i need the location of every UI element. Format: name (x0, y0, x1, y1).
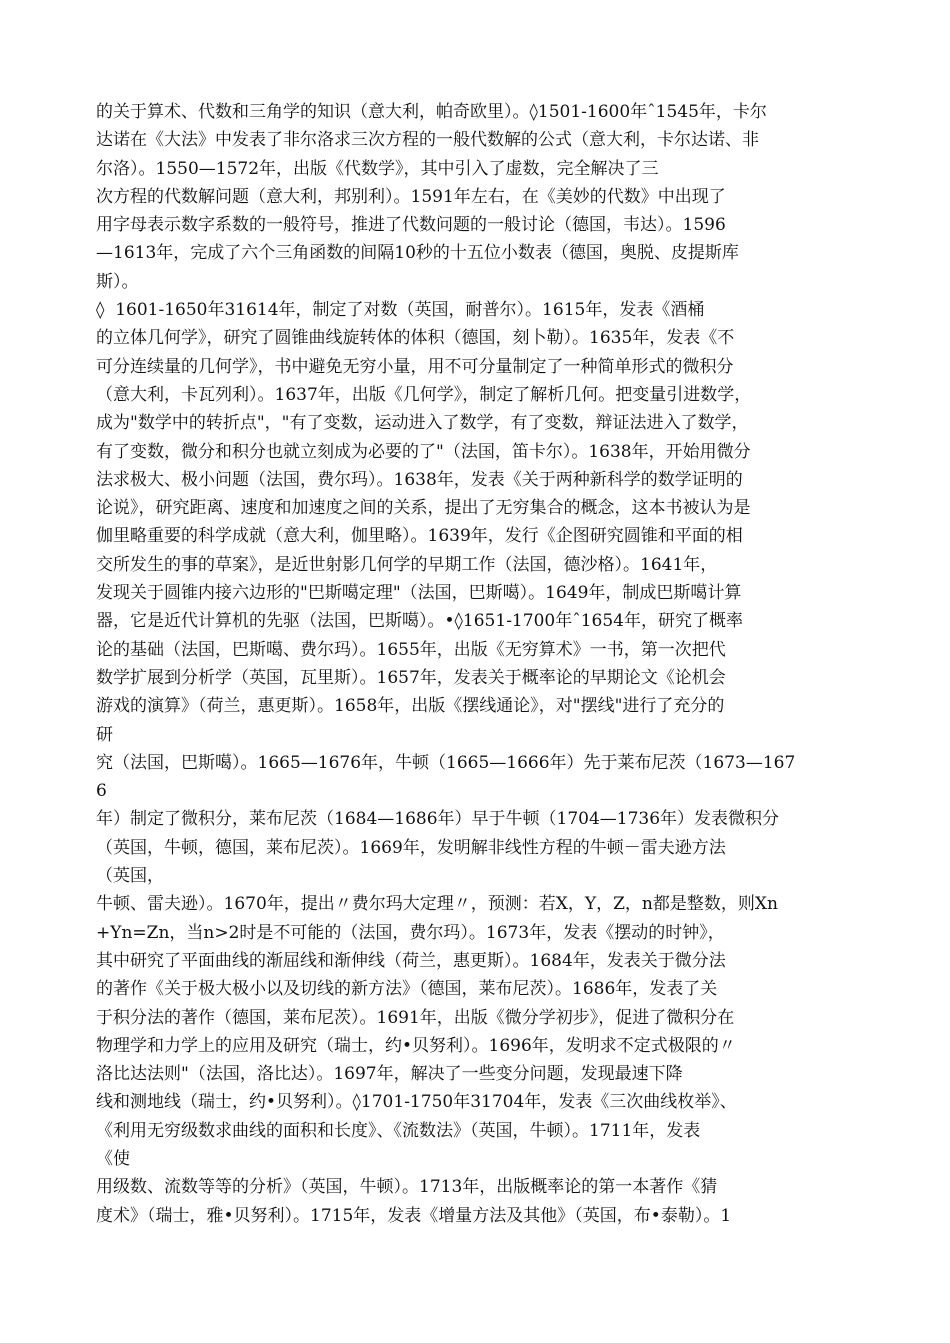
text-line: 研 (96, 724, 113, 745)
text-line: 年）制定了微积分，莱布尼茨（1684—1686年）早于牛顿（1704—1736年）发表微积分 (96, 809, 780, 830)
text-line: 有了变数，微分和积分也就立刻成为必要的了"（法国，笛卡尔）。1638年，开始用微分 (96, 441, 751, 462)
text-line: 牛顿、雷夫逊）。1670年，提出〃费尔玛大定理〃，预测：若X，Y，Z，n都是整数，则Xn (96, 894, 778, 915)
text-line: 达诺在《大法》中发表了非尔洛求三次方程的一般代数解的公式（意大利，卡尔达诺、非 (96, 130, 759, 151)
text-line: 成为"数学中的转折点"，"有了变数，运动进入了数学，有了变数，辩证法进入了数学， (96, 413, 749, 434)
text-line: 次方程的代数解问题（意大利，邦别利）。1591年左右，在《美妙的代数》中出现了 (96, 186, 726, 207)
text-line: 可分连续量的几何学》，书中避免无穷小量，用不可分量制定了一种简单形式的微积分 (96, 356, 734, 377)
text-line: 的立体几何学》，研究了圆锥曲线旋转体的体积（德国，刻卜勒）。1635年，发表《不 (96, 328, 735, 349)
text-line: 尔洛）。1550—1572年，出版《代数学》，其中引入了虚数，完全解决了三 (96, 158, 659, 179)
text-line: 数学扩展到分析学（英国，瓦里斯）。1657年，发表关于概率论的早期论文《论机会 (96, 667, 726, 688)
text-line: 论说》，研究距离、速度和加速度之间的关系，提出了无穷集合的概念，这本书被认为是 (96, 498, 751, 519)
text-line: （意大利，卡瓦列利）。1637年，出版《几何学》，制定了解析几何。把变量引进数学， (96, 384, 752, 405)
text-line: 究（法国，巴斯噶）。1665—1676年，牛顿（1665—1666年）先于莱布尼茨（1673—167 (96, 752, 796, 773)
text-line: 游戏的演算》（荷兰，惠更斯）。1658年，出版《摆线通论》，对"摆线"进行了充分的 (96, 696, 725, 717)
text-line: 器，它是近代计算机的先驱（法国，巴斯噶）。•◊1651-1700年ˆ1654年，研究了概率 (96, 611, 743, 632)
text-line: 于积分法的著作（德国，莱布尼茨）。1691年，出版《微分学初步》，促进了微积分在 (96, 1007, 735, 1028)
text-line: 伽里略重要的科学成就（意大利，伽里略）。1639年，发行《企图研究圆锥和平面的相 (96, 526, 743, 547)
text-line: 线和测地线（瑞士，约•贝努利）。◊1701-1750年31704年，发表《三次曲线枚举》、 (96, 1092, 737, 1113)
text-line: +Yn=Zn，当n>2时是不可能的（法国，费尔玛）。1673年，发表《摆动的时钟》， (96, 922, 725, 943)
text-line: （英国， (96, 866, 164, 887)
text-line: 的关于算术、代数和三角学的知识（意大利，帕奇欧里）。◊1501-1600年ˆ1545年，卡尔 (96, 102, 767, 122)
text-line: 法求极大、极小问题（法国，费尔玛）。1638年，发表《关于两种新科学的数学证明的 (96, 469, 743, 490)
text-line: 交所发生的事的草案》，是近世射影几何学的早期工作（法国，德沙格）。1641年， (96, 554, 718, 575)
text-line: 洛比达法则"（法国，洛比达）。1697年，解决了一些变分问题，发现最速下降 (96, 1064, 683, 1085)
text-line: （英国，牛顿，德国，莱布尼茨）。1669年，发明解非线性方程的牛顿－雷夫逊方法 (96, 837, 726, 858)
text-line: 6 (96, 781, 107, 802)
text-line: 论的基础（法国，巴斯噶、费尔玛）。1655年，出版《无穷算术》一书，第一次把代 (96, 639, 726, 660)
text-line: —1613年，完成了六个三角函数的间隔10秒的十五位小数表（德国，奥脱、皮提斯库 (96, 243, 739, 264)
text-line: 斯）。 (96, 271, 139, 292)
text-line: 其中研究了平面曲线的渐屈线和渐伸线（荷兰，惠更斯）。1684年，发表关于微分法 (96, 950, 726, 971)
body-text (96, 98, 876, 1230)
text-line: 用级数、流数等等的分析》（英国，牛顿）。1713年，出版概率论的第一本著作《猜 (96, 1177, 718, 1198)
text-line: 《利用无穷级数求曲线的面积和长度》、《流数法》（英国，牛顿）。1711年，发表 (96, 1120, 701, 1141)
text-line: 度术》（瑞士，雅•贝努利）。1715年，发表《增量方法及其他》（英国，布•泰勒）。1 (96, 1205, 732, 1226)
text-line: ◊ 1601-1650年31614年，制定了对数（英国，耐普尔）。1615年，发表《酒桶 (96, 300, 705, 321)
text-line: 发现关于圆锥内接六边形的"巴斯噶定理"（法国，巴斯噶）。1649年，制成巴斯噶计算 (96, 583, 742, 604)
text-line: 《使 (96, 1148, 130, 1169)
text-line: 的著作《关于极大极小以及切线的新方法》（德国，莱布尼茨）。1686年，发表了关 (96, 979, 718, 1000)
text-line: 物理学和力学上的应用及研究（瑞士，约•贝努利）。1696年，发明求不定式极限的〃 (96, 1035, 736, 1056)
text-line: 用字母表示数字系数的一般符号，推进了代数问题的一般讨论（德国，韦达）。1596 (96, 215, 726, 236)
